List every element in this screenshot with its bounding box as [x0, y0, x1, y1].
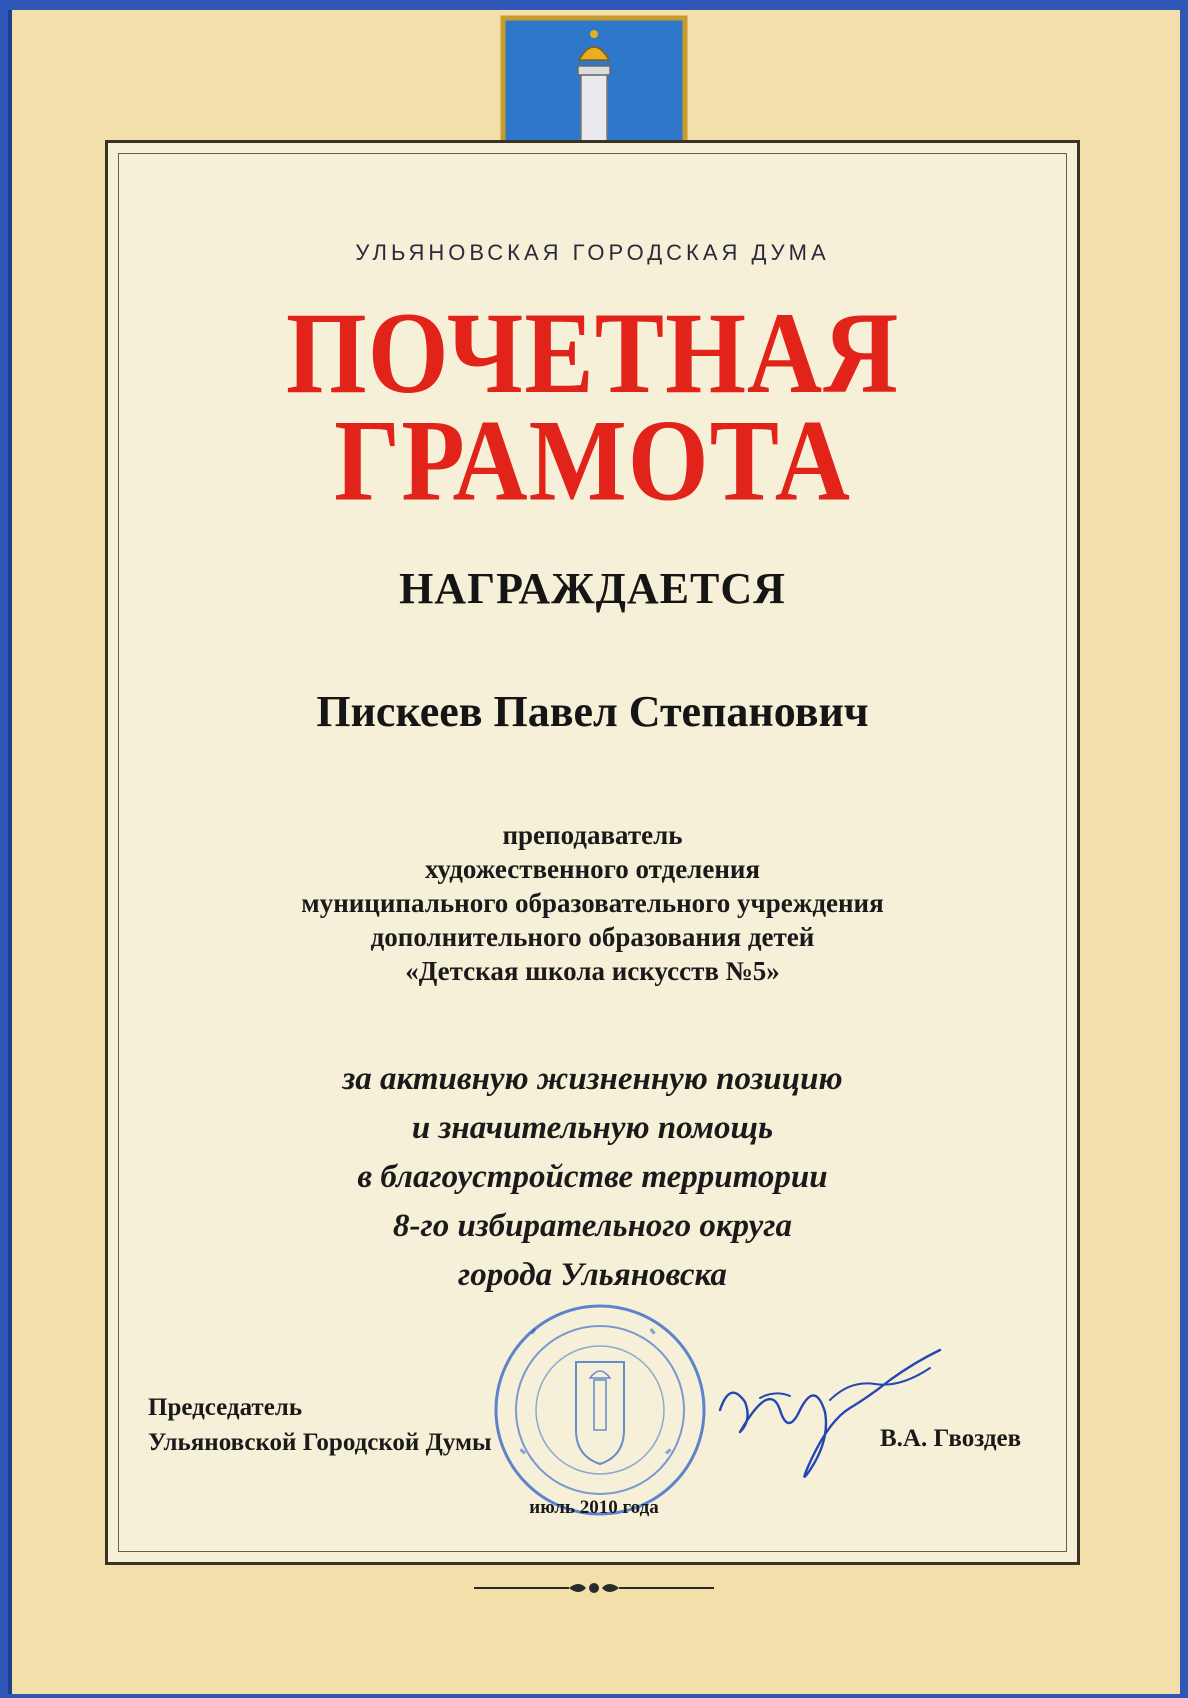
position-line: преподаватель [502, 820, 683, 850]
title-line-1: ПОЧЕТНАЯ [285, 288, 900, 418]
signer-title-line-2: Ульяновской Городской Думы [148, 1429, 492, 1456]
awarded-label: НАГРАЖДАЕТСЯ [399, 564, 786, 613]
reason-line: 8-го избирательного округа [393, 1208, 792, 1244]
position-line: «Детская школа искусств №5» [405, 956, 780, 986]
position-line: художественного отделения [424, 854, 761, 884]
reason-line: и значительную помощь [411, 1110, 774, 1146]
signer-title [148, 1390, 492, 1460]
issue-date: июль 2010 года [529, 1497, 659, 1518]
decorative-ornament [474, 1578, 714, 1598]
award-reason [105, 1055, 1080, 1300]
title-line-2: ГРАМОТА [334, 396, 851, 526]
document-title [105, 288, 1080, 526]
organization-name: УЛЬЯНОВСКАЯ ГОРОДСКАЯ ДУМА [355, 240, 830, 265]
position-line: муниципального образовательного учреждения [301, 888, 884, 918]
recipient-name: Пискеев Павел Степанович [316, 687, 869, 736]
reason-line: за активную жизненную позицию [342, 1061, 843, 1097]
signer-name: В.А. Гвоздев [880, 1425, 1022, 1452]
reason-line: в благоустройстве территории [357, 1159, 828, 1195]
signer-title-line-1: Председатель [148, 1394, 303, 1421]
recipient-position [105, 818, 1080, 988]
position-line: дополнительного образования детей [370, 922, 815, 952]
official-stamp-seal [490, 1300, 710, 1520]
reason-line: города Ульяновска [458, 1257, 727, 1293]
